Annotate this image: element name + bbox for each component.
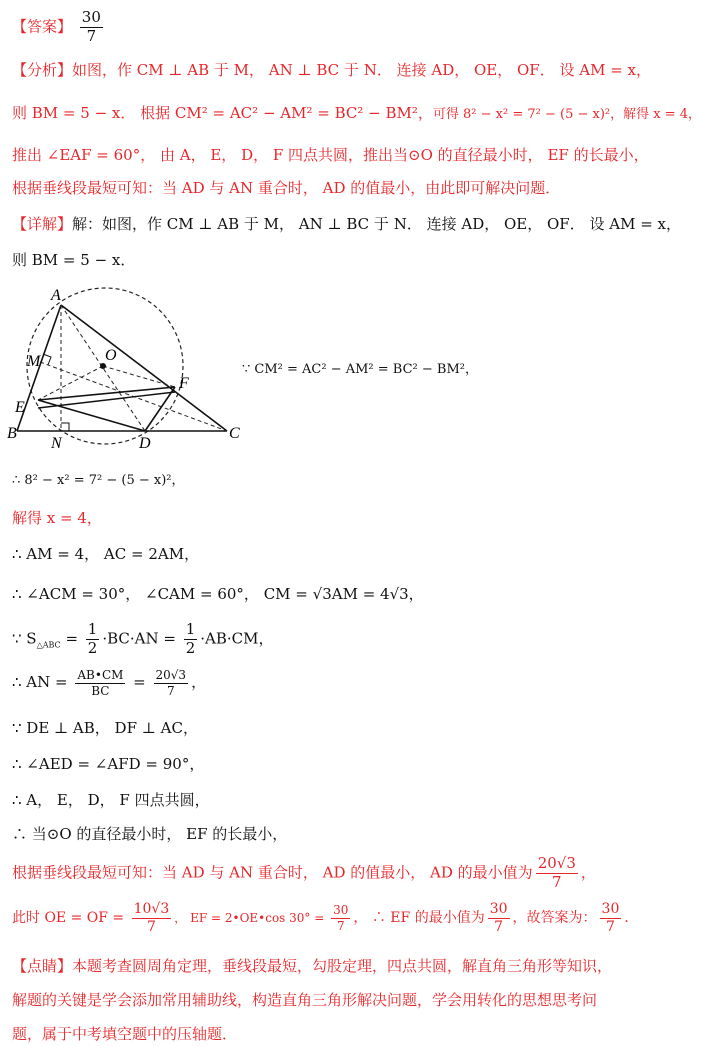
frac-den: 7 (166, 683, 175, 698)
step-1 (12, 474, 185, 489)
analysis-text-2a: 则 BM = 5 − x． 根据 CM² = AC² − AM² = BC² − BM²， (12, 104, 433, 122)
step-6 (12, 669, 206, 697)
comment-text-3: 题，属于中考填空题中的压轴题． (12, 1025, 238, 1043)
right-angle-m (43, 354, 51, 365)
frac-num: AB•CM (77, 668, 124, 682)
segment-de (38, 400, 145, 431)
step-5 (12, 622, 274, 657)
frac-den: 2 (87, 638, 98, 657)
step-12-frac-3 (488, 902, 510, 934)
step-7 (12, 720, 198, 737)
frac-num: 10√3 (133, 901, 170, 917)
label-a: A (51, 287, 61, 304)
step-12-frac-2 (331, 904, 350, 932)
step-12-prefix: 此时 OE = OF = (12, 910, 129, 927)
frac-den: 7 (494, 918, 504, 935)
answer-line (12, 10, 106, 45)
step-6-eq: = (128, 673, 151, 692)
step-12 (12, 902, 638, 934)
frac-num: 30 (489, 901, 508, 917)
step-8-text: ∴ ∠AED = ∠AFD = 90°， (12, 755, 205, 773)
step-4-text: ∴ ∠ACM = 30°， ∠CAM = 60°， CM = √3AM = 4√3， (12, 585, 424, 603)
step-11-frac (536, 856, 578, 891)
step-12-frac-4 (600, 902, 622, 934)
side-equation-text: ∵ CM² = AC² − AM² = BC² − BM²， (242, 362, 478, 377)
step-6-prefix: ∴ AN = (12, 673, 73, 692)
step-4 (12, 586, 424, 603)
detail-text-1: 解：如图，作 CM ⊥ AB 于 M， AN ⊥ BC 于 N． 连接 AD， OE， OF． 设 AM = x， (72, 215, 681, 233)
step-9-text: ∴ A， E， D， F 四点共圆， (12, 791, 210, 809)
step-6-frac-2 (154, 669, 189, 697)
answer-denominator: 7 (86, 26, 97, 45)
analysis-text-3: 推出 ∠EAF = 60°， 由 A， E， D， F 四点共圆，推出当⊙O 的直径最小时， EF 的长最小， (12, 146, 649, 164)
label-o: O (105, 347, 117, 364)
analysis-line-4 (12, 180, 560, 197)
label-e: E (15, 399, 25, 416)
step-12-mid-3: ，故答案为： (512, 910, 597, 927)
frac-den: 2 (185, 638, 196, 657)
step-5-frac-2 (184, 622, 198, 657)
step-5-subscript: △ABC (36, 640, 61, 650)
step-5-suffix: ·AB·CM， (200, 629, 274, 648)
step-5-frac-1 (86, 622, 100, 657)
analysis-line-1 (12, 62, 651, 79)
step-5-eq: = (60, 629, 83, 648)
label-d: D (139, 435, 151, 452)
step-3-text: ∴ AM = 4， AC = 2AM， (12, 545, 200, 563)
detail-text-2: 则 BM = 5 − x． (12, 251, 136, 269)
comment-line-3 (12, 1026, 237, 1043)
comment-text-1: 本题考查圆周角定理，垂线段最短，勾股定理，四点共圆，解直角三角形等知识， (72, 957, 613, 975)
step-6-suffix: ， (191, 673, 207, 692)
comment-line-2 (12, 992, 597, 1009)
geometry-figure (5, 280, 255, 450)
side-ac (61, 305, 227, 431)
label-c: C (229, 425, 240, 442)
comment-tag: 【点睛】 (12, 957, 73, 975)
step-5-prefix: ∵ S (12, 629, 37, 648)
step-5-mid: ·BC·AN = (102, 629, 181, 648)
frac-num: 20√3 (155, 668, 187, 682)
step-12-frac-1 (132, 902, 172, 934)
frac-den: 7 (552, 872, 562, 891)
frac-num: 30 (601, 901, 620, 917)
step-11-suffix: ， (580, 863, 596, 882)
step-11 (12, 856, 596, 891)
frac-num: 1 (185, 620, 196, 638)
frac-den: 7 (605, 918, 615, 935)
right-angle-n (61, 423, 69, 431)
step-7-text: ∵ DE ⊥ AB， DF ⊥ AC， (12, 719, 198, 737)
figure-side-equation (242, 363, 478, 378)
frac-den: 7 (336, 918, 345, 933)
step-11-prefix: 根据垂线段最短可知：当 AD 与 AN 重合时， AD 的值最小， AD 的最小值为 (12, 863, 533, 882)
step-12-mid-1: ， EF = 2•OE•cos 30° = (174, 911, 329, 926)
analysis-text-4: 根据垂线段最短可知：当 AD 与 AN 重合时， AD 的值最小，由此即可解决问题． (12, 179, 561, 197)
frac-den: BC (91, 683, 110, 698)
label-m: M (27, 353, 41, 370)
detail-line-2 (12, 252, 135, 269)
segment-ed2 (38, 392, 175, 408)
analysis-text-2b: 可得 8² − x² = 7² − (5 − x)²，解得 x = 4， (432, 107, 701, 122)
step-6-frac-1 (75, 669, 125, 697)
detail-tag: 【详解】 (12, 215, 73, 233)
step-3 (12, 546, 199, 563)
step-10 (12, 826, 287, 843)
comment-line-1 (12, 958, 612, 975)
step-10-text: ∴ 当⊙O 的直径最小时， EF 的长最小， (12, 825, 288, 843)
frac-num: 1 (87, 620, 98, 638)
label-n: N (51, 435, 62, 452)
detail-line-1 (12, 216, 681, 233)
answer-fraction (80, 10, 103, 45)
answer-tag: 【答案】 (12, 17, 73, 36)
frac-num: 20√3 (537, 854, 576, 872)
step-12-suffix: ． (624, 910, 639, 927)
frac-den: 7 (146, 918, 156, 935)
step-2 (12, 510, 102, 527)
step-9 (12, 792, 210, 809)
analysis-line-2 (12, 105, 701, 123)
comment-text-2: 解题的关键是学会添加常用辅助线，构造直角三角形解决问题，学会用转化的思想思考问 (12, 991, 598, 1009)
frac-num: 30 (333, 903, 349, 918)
step-2-text: 解得 x = 4， (12, 509, 102, 527)
step-12-mid-2: ， ∴ EF 的最小值为 (353, 910, 485, 927)
label-f: F (179, 375, 189, 392)
label-b: B (7, 425, 17, 442)
analysis-text-1: 如图，作 CM ⊥ AB 于 M， AN ⊥ BC 于 N． 连接 AD， OE， OF． 设 AM = x， (72, 61, 651, 79)
analysis-line-3 (12, 147, 649, 164)
analysis-tag: 【分析】 (12, 61, 73, 79)
step-8 (12, 756, 204, 773)
step-1-text: ∴ 8² − x² = 7² − (5 − x)²， (12, 473, 185, 488)
answer-numerator: 30 (81, 8, 101, 26)
